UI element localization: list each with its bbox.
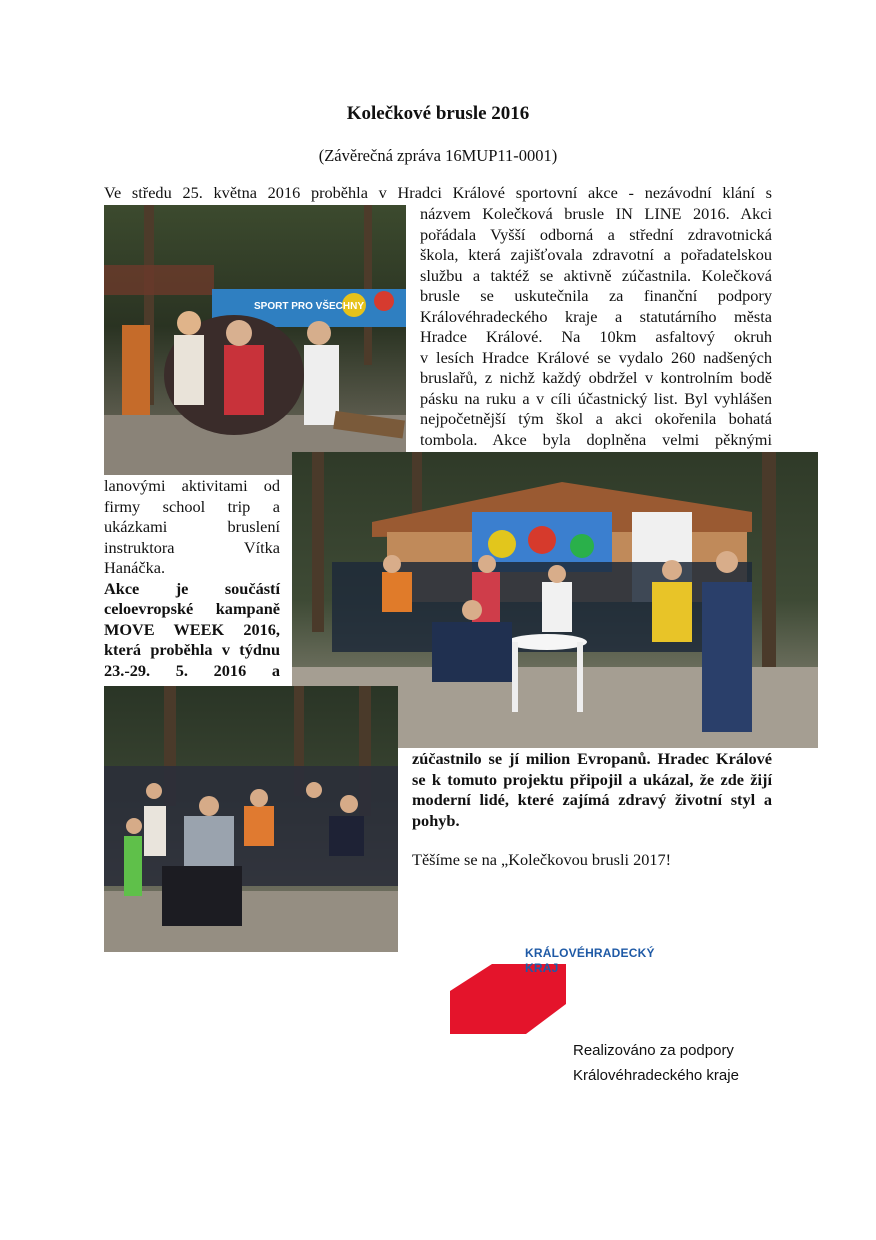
text-line: nejpočetnější tým škol a akci okořenila bohatá <box>420 409 772 428</box>
text-line: pásku na ruku a v cíli účastnický list. Byl vyhlášen <box>420 388 772 408</box>
text-line: názvem Kolečková brusle IN LINE 2016. Akci <box>420 204 772 223</box>
text-line: ukázkami bruslení <box>104 517 280 536</box>
text-line-bold: Akce je součástí <box>104 578 280 598</box>
text-line: škola, která zajišťovala zdravotní a pořadatelskou <box>420 245 772 264</box>
text-line-bold: MOVE WEEK 2016, <box>104 619 280 639</box>
lower-right-text <box>412 749 772 831</box>
text-line-bold: moderní lidé, které zajímá zdravý životní styl a <box>412 790 772 809</box>
text-line: firmy school trip a <box>104 496 280 516</box>
closing-line: Těšíme se na „Kolečkovou brusli 2017! <box>412 850 672 869</box>
support-text <box>573 1038 739 1088</box>
text-line: Královéhradeckého kraje a statutárního města <box>420 306 772 326</box>
text-line: službu a taktéž se aktivně zúčastnila. Kolečková <box>420 265 772 285</box>
photo-group-with-banner <box>104 205 406 475</box>
text-line: Hanáčka. <box>104 558 166 577</box>
right-column-text <box>420 204 772 450</box>
text-line-bold: pohyb. <box>412 810 460 830</box>
page-title: Kolečkové brusle 2016 <box>346 103 530 124</box>
text-line: brusle se uskutečnila za finanční podpory <box>420 286 772 305</box>
text-line: Hradce Králové. Na 10km asfaltový okruh <box>420 327 772 346</box>
text-line: pořádala Vyšší odborná a střední zdravotnická <box>420 224 772 244</box>
text-line-bold: zúčastnilo se jí milion Evropanů. Hradec Králové <box>412 749 772 768</box>
left-column-text <box>104 476 280 681</box>
kraj-logo <box>448 944 658 1036</box>
text-line-bold: 23.-29. 5. 2016 a <box>104 660 280 680</box>
support-line2: Královéhradeckého kraje <box>573 1067 739 1084</box>
photo-forest-group <box>104 686 398 952</box>
text-line: v lesích Hradce Králové se vydalo 260 nadšených <box>420 347 772 367</box>
text-line-bold: která proběhla v týdnu <box>104 640 280 659</box>
page-subtitle: (Závěrečná zpráva 16MUP11-0001) <box>318 146 558 165</box>
text-line: tombola. Akce byla doplněna velmi pěknými <box>420 429 772 449</box>
text-line: bruslařů, z nichž každý obdržel v kontrolním bodě <box>420 368 772 387</box>
text-line-bold: se k tomuto projektu připojil a ukázal, že zde žijí <box>412 769 772 789</box>
text-line: lanovými aktivitami od <box>104 476 280 495</box>
logo-text-line2: KRAJ <box>525 961 559 975</box>
intro-line: Ve středu 25. května 2016 proběhla v Hradci Králové sportovní akce - nezávodní klání s <box>104 183 772 202</box>
text-line-bold: celoevropské kampaně <box>104 599 280 618</box>
banner-text: SPORT PRO VŠECHNY <box>254 301 365 312</box>
support-line1: Realizováno za podpory <box>573 1042 734 1059</box>
logo-text-line1: KRÁLOVÉHRADECKÝ <box>525 946 655 960</box>
text-line: instruktora Vítka <box>104 537 280 557</box>
